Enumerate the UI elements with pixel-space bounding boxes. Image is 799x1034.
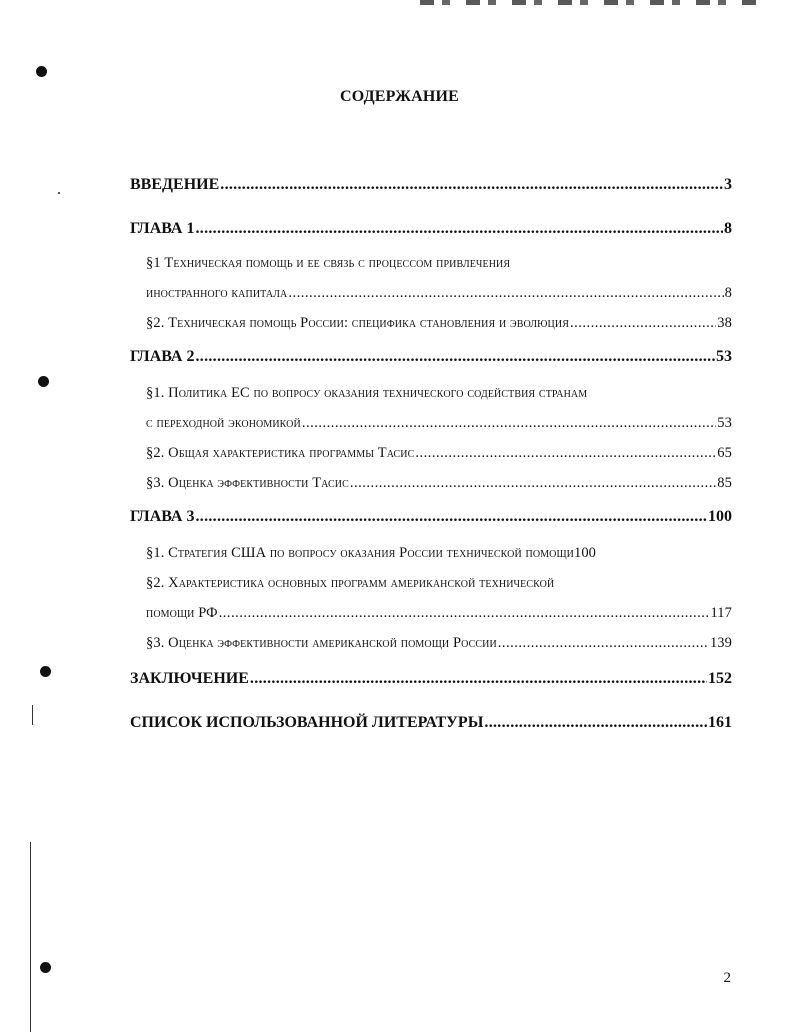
toc-label: СПИСОК ИСПОЛЬЗОВАННОЙ ЛИТЕРАТУРЫ	[130, 714, 484, 731]
toc-label-line-1: §1. Политика ЕС по вопросу оказания технического содействия странам	[146, 385, 588, 401]
toc-entry-ch2-section-1[interactable]	[130, 378, 732, 438]
page-number: 2	[723, 970, 731, 986]
toc-label: §2. Техническая помощь России: специфика становления и эволюция	[146, 315, 569, 331]
toc-entry-conclusion[interactable]	[130, 666, 732, 692]
toc-label-line-1: §1 Техническая помощь и ее связь с процессом привлечения	[146, 255, 511, 271]
toc-page-number: 65	[717, 445, 732, 461]
toc-page-number: 8	[724, 220, 732, 237]
toc-leader-dots	[288, 278, 723, 308]
toc-entry-chapter-3[interactable]	[130, 504, 732, 530]
toc-entry-ch3-section-2[interactable]	[130, 568, 732, 628]
binder-hole	[40, 962, 51, 973]
toc-page-number: 100	[573, 545, 597, 561]
toc-page-number: 117	[710, 605, 732, 621]
page-title: СОДЕРЖАНИЕ	[339, 88, 460, 105]
toc-label: ВВЕДЕНИЕ	[130, 176, 220, 193]
toc-entry-references[interactable]	[130, 710, 732, 736]
toc-leader-dots	[350, 468, 716, 498]
toc-entry-introduction[interactable]	[130, 172, 732, 198]
toc-leader-dots	[195, 344, 715, 370]
toc-label-line-2: с переходной экономикой	[146, 415, 301, 431]
toc-label-line-1: §2. Характеристика основных программ американской технической	[146, 575, 555, 591]
toc-entry-ch2-section-3[interactable]	[130, 468, 732, 498]
toc-entry-ch1-section-2[interactable]	[130, 308, 732, 338]
binder-hole	[36, 66, 47, 77]
toc-leader-dots	[195, 504, 707, 530]
toc-page-number: 3	[724, 176, 732, 193]
toc-leader-dots	[302, 408, 716, 438]
toc-label-line-2: иностранного капитала	[146, 285, 288, 301]
toc-page-number: 85	[717, 475, 732, 491]
toc-leader-dots	[498, 628, 709, 658]
toc-page-number: 53	[717, 415, 732, 431]
toc-leader-dots	[415, 438, 716, 468]
toc-label: §2. Общая характеристика программы Тасис	[146, 445, 415, 461]
scan-line	[32, 705, 33, 725]
toc-label: ГЛАВА 3	[130, 508, 195, 525]
scan-artifact-top	[420, 0, 760, 5]
toc-page-number: 53	[716, 348, 732, 365]
toc-entry-ch2-section-2[interactable]	[130, 438, 732, 468]
toc-leader-dots	[219, 598, 710, 628]
toc-label-line-2: помощи РФ	[146, 605, 218, 621]
table-of-contents	[130, 172, 732, 736]
toc-label: ГЛАВА 2	[130, 348, 195, 365]
toc-label: §3. Оценка эффективности американской помощи России	[146, 635, 497, 651]
toc-label: §1. Стратегия США по вопросу оказания России технической помощи	[146, 545, 574, 561]
toc-line	[146, 408, 732, 438]
toc-entry-ch1-section-1[interactable]	[130, 248, 732, 308]
toc-entry-ch3-section-1[interactable]	[130, 538, 732, 568]
toc-page-number: 152	[708, 670, 732, 687]
toc-leader-dots	[220, 172, 723, 198]
binder-hole	[40, 666, 51, 677]
scan-line	[30, 842, 31, 1032]
binder-hole	[38, 376, 49, 387]
toc-entry-chapter-1[interactable]	[130, 216, 732, 242]
scan-speck	[58, 192, 60, 194]
toc-label: ЗАКЛЮЧЕНИЕ	[130, 670, 249, 687]
toc-line	[146, 598, 732, 628]
toc-page-number: 38	[717, 315, 732, 331]
toc-leader-dots	[570, 308, 716, 338]
toc-label: §3. Оценка эффективности Тасис	[146, 475, 349, 491]
toc-entry-ch3-section-3[interactable]	[130, 628, 732, 658]
toc-page-number: 100	[708, 508, 732, 525]
toc-entry-chapter-2[interactable]	[130, 344, 732, 370]
toc-label: ГЛАВА 1	[130, 220, 195, 237]
toc-leader-dots	[250, 666, 707, 692]
toc-leader-dots	[484, 710, 707, 736]
toc-page-number: 8	[724, 285, 732, 301]
toc-page-number: 139	[709, 635, 732, 651]
toc-line	[146, 278, 732, 308]
toc-leader-dots	[195, 216, 723, 242]
toc-page-number: 161	[708, 714, 732, 731]
